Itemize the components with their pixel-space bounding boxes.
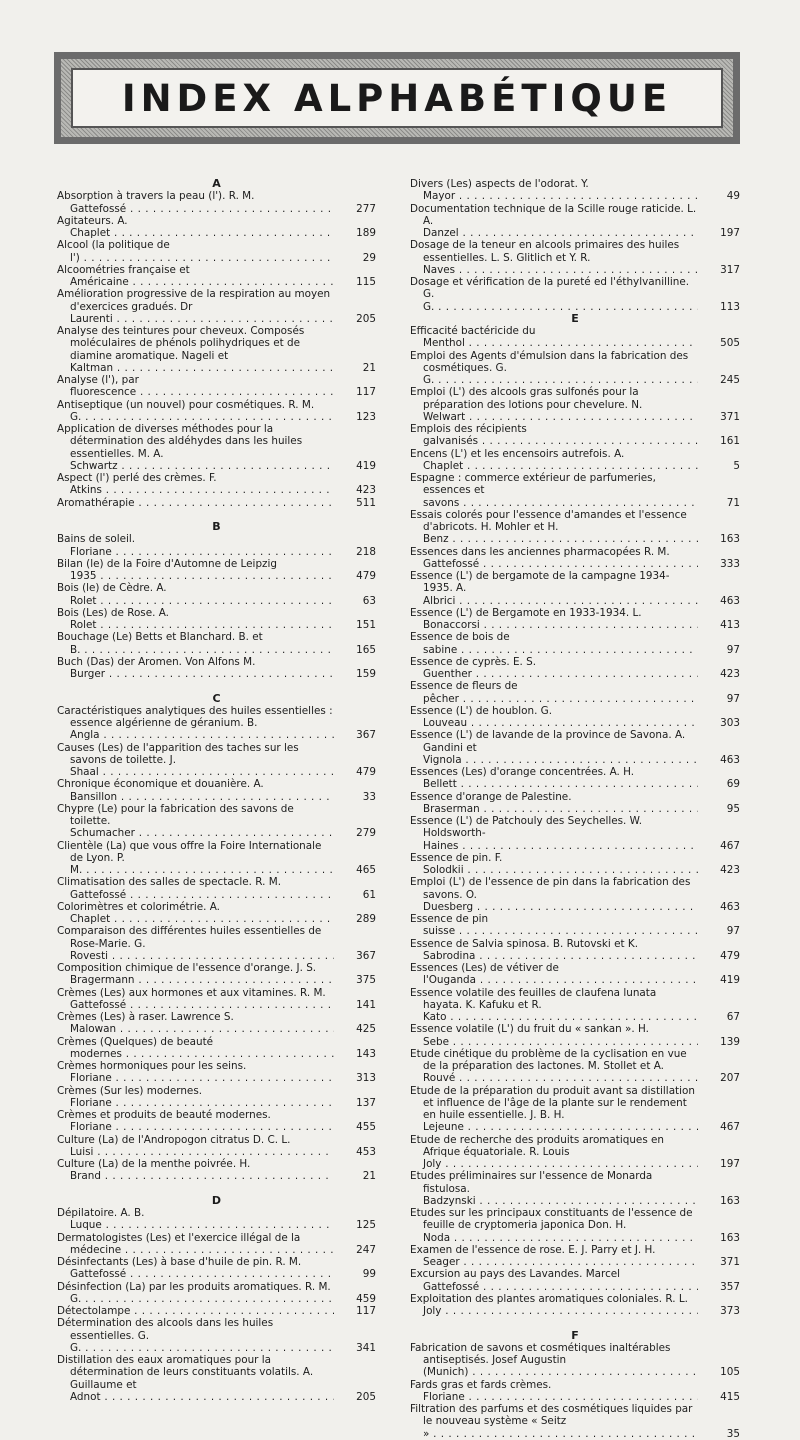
index-entry <box>57 1134 376 1159</box>
entry-page: 367 <box>334 729 376 741</box>
entry-page: 207 <box>698 1072 740 1084</box>
page-title: INDEX ALPHABÉTIQUE <box>121 76 673 120</box>
index-entry <box>57 742 376 779</box>
index-entry <box>57 423 376 472</box>
entry-title: Crèmes (Les) à raser. Lawrence S. Malowan . . . <box>57 1011 376 1036</box>
index-entry <box>57 1011 376 1036</box>
entry-page: 71 <box>698 497 740 509</box>
entry-title: Aromathérapie . . . <box>57 497 376 509</box>
entry-title: Culture (La) de la menthe poivrée. H. Brand . . . <box>57 1158 376 1183</box>
entry-page: 21 <box>334 362 376 374</box>
entry-title: Filtration des parfums et des cosmétiques liquides par le nouveau système « Seitz » . . . <box>410 1403 740 1440</box>
entry-page: 313 <box>334 1072 376 1084</box>
entry-page: 5 <box>698 460 740 472</box>
entry-page: 97 <box>698 644 740 656</box>
index-entry <box>410 546 740 571</box>
entry-page: 29 <box>334 252 376 264</box>
entry-page: 97 <box>698 693 740 705</box>
index-entry <box>57 778 376 803</box>
index-entry <box>410 325 740 350</box>
index-entry <box>410 1170 740 1207</box>
entry-title: Aspect (l') perlé des crèmes. F. Atkins . . . <box>57 472 376 497</box>
index-entry <box>410 239 740 276</box>
section-spacer <box>57 1183 376 1195</box>
section-letter-d: D <box>211 1193 222 1207</box>
index-entry <box>410 1085 740 1134</box>
entry-page: 163 <box>698 1232 740 1244</box>
entry-page: 479 <box>698 950 740 962</box>
entry-page: 165 <box>334 644 376 656</box>
entry-title: Absorption à travers la peau (l'). R. M. Gattefossé . . . <box>57 190 376 215</box>
entry-page: 117 <box>334 386 376 398</box>
index-entry <box>57 533 376 558</box>
entry-title: Divers (Les) aspects de l'odorat. Y. Mayor . . . <box>410 178 740 203</box>
entry-title: Emploi (L') de l'essence de pin dans la fabrication des savons. O. Duesberg . . . <box>410 876 740 913</box>
index-entry <box>57 1060 376 1085</box>
entry-title: Bouchage (Le) Betts et Blanchard. B. et B. . . . <box>57 631 376 656</box>
entry-title: Examen de l'essence de rose. E. J. Parry et J. H. Seager . . . <box>410 1244 740 1269</box>
entry-page: 419 <box>698 974 740 986</box>
index-entry <box>410 570 740 607</box>
index-entry <box>57 1085 376 1110</box>
entry-title: Efficacité bactéricide du Menthol . . . <box>410 325 740 350</box>
entry-title: Dépilatoire. A. B. Luque . . . <box>57 1207 376 1232</box>
entry-title: Colorimètres et colorimétrie. A. Chaplet . . . <box>57 901 376 926</box>
index-column-right <box>410 178 740 1440</box>
entry-page: 357 <box>698 1281 740 1293</box>
entry-title: Causes (Les) de l'apparition des taches sur les savons de toilette. J. Shaal . . . <box>57 742 376 779</box>
entry-page: 205 <box>334 313 376 325</box>
entry-title: Exploitation des plantes aromatiques coloniales. R. L. Joly . . . <box>410 1293 740 1318</box>
index-entry <box>57 901 376 926</box>
entry-title: Désinfectants (Les) à base d'huile de pin. R. M. Gattefossé . . . <box>57 1256 376 1281</box>
entry-page: 95 <box>698 803 740 815</box>
entry-title: Distillation des eaux aromatiques pour la détermination de leurs constituants volatils. A. Guillaume et Adnot . . . <box>57 1354 376 1403</box>
entry-page: 423 <box>334 484 376 496</box>
entry-title: Documentation technique de la Scille rouge raticide. L. A. Danzel . . . <box>410 203 740 240</box>
entry-page: 425 <box>334 1023 376 1035</box>
entry-title: Application de diverses méthodes pour la détermination des aldéhydes dans les huiles essentielles. M. A. Schwartz . . . <box>57 423 376 472</box>
index-entry <box>57 1305 376 1317</box>
entry-title: Emplois des récipients galvanisés . . . <box>410 423 740 448</box>
index-entry <box>57 656 376 681</box>
index-entry <box>410 1342 740 1379</box>
entry-page: 35 <box>698 1428 740 1440</box>
index-entry <box>57 1036 376 1061</box>
index-entry <box>410 509 740 546</box>
entry-page: 277 <box>334 203 376 215</box>
index-entry <box>410 423 740 448</box>
entry-title: Crèmes (Sur les) modernes. Floriane . . . <box>57 1085 376 1110</box>
entry-title: Désinfection (La) par les produits aromatiques. R. M. G. . . . <box>57 1281 376 1306</box>
entry-page: 413 <box>698 619 740 631</box>
entry-title: Alcoométries française et Américaine . . . <box>57 264 376 289</box>
entry-page: 218 <box>334 546 376 558</box>
index-entry <box>410 680 740 705</box>
entry-page: 453 <box>334 1146 376 1158</box>
entry-page: 467 <box>698 1121 740 1133</box>
title-panel <box>71 68 723 128</box>
entry-page: 49 <box>698 190 740 202</box>
entry-title: Crèmes et produits de beauté modernes. Floriane . . . <box>57 1109 376 1134</box>
entry-title: Caractéristiques analytiques des huiles essentielles : essence algérienne de géranium. B. Angla . . . <box>57 705 376 742</box>
entry-title: Essences (Les) d'orange concentrées. A. H. Bellett . . . <box>410 766 740 791</box>
index-entry <box>410 729 740 766</box>
entry-title: Etudes sur les principaux constituants de l'essence de feuille de cryptomeria japonica Don. H. Noda . . . <box>410 1207 740 1244</box>
index-entry <box>57 1354 376 1403</box>
index-entry <box>57 399 376 424</box>
entry-title: Crèmes (Quelques) de beauté modernes . . . <box>57 1036 376 1061</box>
index-entry <box>410 203 740 240</box>
entry-page: 33 <box>334 791 376 803</box>
entry-page: 117 <box>334 1305 376 1317</box>
index-entry <box>410 631 740 656</box>
index-entry <box>410 1244 740 1269</box>
entry-title: Etude cinétique du problème de la cyclisation en vue de la préparation des lactones. M. Stollet et A. Rouvé . . . <box>410 1048 740 1085</box>
entry-title: Excursion au pays des Lavandes. Marcel Gattefossé . . . <box>410 1268 740 1293</box>
entry-title: Essence de pin. F. Solodkii . . . <box>410 852 740 877</box>
entry-page: 123 <box>334 411 376 423</box>
entry-page: 151 <box>334 619 376 631</box>
entry-page: 125 <box>334 1219 376 1231</box>
index-entry <box>57 1256 376 1281</box>
entry-page: 21 <box>334 1170 376 1182</box>
index-entry <box>410 791 740 816</box>
index-entry <box>57 288 376 325</box>
entry-page: 459 <box>334 1293 376 1305</box>
index-entry <box>410 386 740 423</box>
index-entry <box>410 852 740 877</box>
entry-title: Bois (le) de Cèdre. A. Rolet . . . <box>57 582 376 607</box>
entry-page: 159 <box>334 668 376 680</box>
entry-title: Chronique économique et douanière. A. Bansillon . . . <box>57 778 376 803</box>
index-entry <box>57 472 376 497</box>
entry-page: 303 <box>698 717 740 729</box>
section-letter-f: F <box>571 1328 579 1342</box>
entry-page: 375 <box>334 974 376 986</box>
index-entry <box>57 925 376 962</box>
index-entry <box>57 607 376 632</box>
entry-title: Détectolampe . . . <box>57 1305 376 1317</box>
index-entry <box>57 325 376 374</box>
entry-page: 341 <box>334 1342 376 1354</box>
entry-title: Emploi des Agents d'émulsion dans la fabrication des cosmétiques. G. G. . . . <box>410 350 740 387</box>
entry-title: Climatisation des salles de spectacle. R. M. Gattefossé . . . <box>57 876 376 901</box>
entry-title: Essais colorés pour l'essence d'amandes et l'essence d'abricots. H. Mohler et H. Benz . . . <box>410 509 740 546</box>
entry-title: Essence (L') de bergamote de la campagne 1934-1935. A. Albrici . . . <box>410 570 740 607</box>
entry-page: 61 <box>334 889 376 901</box>
entry-page: 189 <box>334 227 376 239</box>
index-entry <box>410 987 740 1024</box>
index-entry <box>410 1023 740 1048</box>
index-entry <box>410 815 740 852</box>
entry-page: 247 <box>334 1244 376 1256</box>
index-column-left <box>57 178 376 1403</box>
index-entry <box>410 656 740 681</box>
section-letter-a: A <box>212 177 221 190</box>
entry-page: 197 <box>698 227 740 239</box>
entry-page: 367 <box>334 950 376 962</box>
section-spacer <box>410 1317 740 1329</box>
entry-title: Essence (L') de Bergamote en 1933-1934. L. Bonaccorsi . . . <box>410 607 740 632</box>
entry-page: 99 <box>334 1268 376 1280</box>
entry-title: Essence volatile des feuilles de claufena lunata hayata. K. Kafuku et R. Kato . . . <box>410 987 740 1024</box>
entry-title: Fabrication de savons et cosmétiques inaltérables antiseptisés. Josef Augustin (Munich) . . . <box>410 1342 740 1379</box>
entry-page: 97 <box>698 925 740 937</box>
entry-title: Buch (Das) der Aromen. Von Alfons M. Burger . . . <box>57 656 376 681</box>
entry-page: 205 <box>334 1391 376 1403</box>
index-entry <box>410 705 740 730</box>
entry-page: 141 <box>334 999 376 1011</box>
entry-page: 161 <box>698 435 740 447</box>
index-entry <box>57 374 376 399</box>
index-entry <box>57 497 376 509</box>
index-entry <box>410 1403 740 1440</box>
index-entry <box>57 1232 376 1257</box>
index-entry <box>410 1293 740 1318</box>
entry-page: 371 <box>698 411 740 423</box>
entry-title: Essence (L') de lavande de la province de Savona. A. Gandini et Vignola . . . <box>410 729 740 766</box>
entry-page: 317 <box>698 264 740 276</box>
index-entry <box>57 558 376 583</box>
entry-page: 289 <box>334 913 376 925</box>
entry-title: Essence de fleurs de pêcher . . . <box>410 680 740 705</box>
index-entry <box>410 938 740 963</box>
index-entry <box>57 705 376 742</box>
entry-title: Espagne : commerce extérieur de parfumeries, essences et savons . . . <box>410 472 740 509</box>
entry-title: Analyse des teintures pour cheveux. Composés moléculaires de phénols polihydriques et de diamine aromatique. Nageli et Kaltman . . . <box>57 325 376 374</box>
entry-page: 137 <box>334 1097 376 1109</box>
index-entry <box>410 1207 740 1244</box>
entry-title: Agitateurs. A. Chaplet . . . <box>57 215 376 240</box>
entry-title: Dosage de la teneur en alcools primaires des huiles essentielles. L. S. Glitlich et Y. R. Naves . . . <box>410 239 740 276</box>
index-entry <box>410 607 740 632</box>
index-entry <box>57 962 376 987</box>
entry-title: Amélioration progressive de la respiration au moyen d'exercices gradués. Dr Laurenti . . . <box>57 288 376 325</box>
entry-page: 245 <box>698 374 740 386</box>
index-entry <box>57 803 376 840</box>
entry-title: Crèmes (Les) aux hormones et aux vitamines. R. M. Gattefossé . . . <box>57 987 376 1012</box>
index-entry <box>410 766 740 791</box>
entry-title: Alcool (la politique de l') . . . <box>57 239 376 264</box>
index-entry <box>57 1317 376 1354</box>
entry-page: 139 <box>698 1036 740 1048</box>
entry-page: 479 <box>334 570 376 582</box>
entry-page: 463 <box>698 754 740 766</box>
entry-title: Essences dans les anciennes pharmacopées R. M. Gattefossé . . . <box>410 546 740 571</box>
index-entry <box>57 1158 376 1183</box>
entry-page: 163 <box>698 533 740 545</box>
entry-page: 423 <box>698 864 740 876</box>
entry-page: 197 <box>698 1158 740 1170</box>
entry-page: 333 <box>698 558 740 570</box>
index-entry <box>410 1379 740 1404</box>
entry-title: Détermination des alcools dans les huiles essentielles. G. G. . . . <box>57 1317 376 1354</box>
entry-page: 419 <box>334 460 376 472</box>
entry-title: Essence d'orange de Palestine. Braserman . . . <box>410 791 740 816</box>
entry-title: Essences (Les) de vétiver de l'Ouganda . . . <box>410 962 740 987</box>
index-entry <box>410 876 740 913</box>
entry-title: Essence (L') de Patchouly des Seychelles. W. Holdsworth-Haines . . . <box>410 815 740 852</box>
index-entry <box>410 350 740 387</box>
entry-page: 455 <box>334 1121 376 1133</box>
entry-title: Dosage et vérification de la pureté ed l'éthylvanilline. G. G. . . . <box>410 276 740 313</box>
index-entry <box>410 472 740 509</box>
entry-page: 371 <box>698 1256 740 1268</box>
index-entry <box>57 631 376 656</box>
entry-title: Essence de bois de sabine . . . <box>410 631 740 656</box>
section-letter-e: E <box>571 311 579 325</box>
index-entry <box>410 178 740 203</box>
entry-page: 143 <box>334 1048 376 1060</box>
index-entry <box>57 987 376 1012</box>
entry-title: Etudes préliminaires sur l'essence de Monarda fistulosa. Badzynski . . . <box>410 1170 740 1207</box>
section-letter-c: C <box>212 691 221 705</box>
entry-page: 463 <box>698 595 740 607</box>
entry-title: Bois (Les) de Rose. A. Rolet . . . <box>57 607 376 632</box>
entry-page: 113 <box>698 301 740 313</box>
entry-title: Comparaison des différentes huiles essentielles de Rose-Marie. G. Rovesti . . . <box>57 925 376 962</box>
entry-page: 463 <box>698 901 740 913</box>
index-entry <box>57 264 376 289</box>
title-frame <box>54 52 740 144</box>
entry-page: 163 <box>698 1195 740 1207</box>
entry-title: Essence de Salvia spinosa. B. Rutovski et K. Sabrodina . . . <box>410 938 740 963</box>
entry-title: Emploi (L') des alcools gras sulfonés pour la préparation des lotions pour chevelure. N. Welwart . . . <box>410 386 740 423</box>
index-entry <box>410 1268 740 1293</box>
index-entry <box>410 276 740 313</box>
entry-page: 505 <box>698 337 740 349</box>
entry-title: Composition chimique de l'essence d'orange. J. S. Bragermann . . . <box>57 962 376 987</box>
entry-title: Antiseptique (un nouvel) pour cosmétiques. R. M. G. . . . <box>57 399 376 424</box>
entry-title: Etude de la préparation du produit avant sa distillation et influence de l'âge de la plante sur le rendement en huile essentielle. J. B. H. Lejeune . . . <box>410 1085 740 1134</box>
entry-page: 423 <box>698 668 740 680</box>
entry-title: Bains de soleil. Floriane . . . <box>57 533 376 558</box>
entry-title: Encens (L') et les encensoirs autrefois. A. Chaplet . . . <box>410 448 740 473</box>
index-entry <box>410 913 740 938</box>
entry-title: Clientèle (La) que vous offre la Foire Internationale de Lyon. P. M. . . . <box>57 840 376 877</box>
entry-page: 69 <box>698 778 740 790</box>
entry-page: 115 <box>334 276 376 288</box>
entry-title: Dermatologistes (Les) et l'exercice illégal de la médecine . . . <box>57 1232 376 1257</box>
index-entry <box>410 1134 740 1171</box>
entry-page: 63 <box>334 595 376 607</box>
entry-title: Essence de cyprès. E. S. Guenther . . . <box>410 656 740 681</box>
index-entry <box>410 448 740 473</box>
index-entry <box>57 1109 376 1134</box>
entry-title: Crèmes hormoniques pour les seins. Floriane . . . <box>57 1060 376 1085</box>
entry-title: Essence (L') de houblon. G. Louveau . . . <box>410 705 740 730</box>
entry-title: Etude de recherche des produits aromatiques en Afrique équatoriale. R. Louis Joly . . . <box>410 1134 740 1171</box>
index-entry <box>57 876 376 901</box>
entry-title: Culture (La) de l'Andropogon citratus D. C. L. Luisi . . . <box>57 1134 376 1159</box>
index-entry <box>57 215 376 240</box>
index-entry <box>57 1207 376 1232</box>
entry-page: 415 <box>698 1391 740 1403</box>
entry-page: 465 <box>334 864 376 876</box>
index-entry <box>57 1281 376 1306</box>
entry-page: 479 <box>334 766 376 778</box>
entry-page: 67 <box>698 1011 740 1023</box>
index-entry <box>57 582 376 607</box>
section-letter-b: B <box>212 520 221 533</box>
index-entry <box>410 962 740 987</box>
entry-page: 105 <box>698 1366 740 1378</box>
section-spacer <box>57 680 376 692</box>
index-entry <box>57 840 376 877</box>
entry-title: Bilan (le) de la Foire d'Automne de Leipzig 1935 . . . <box>57 558 376 583</box>
entry-title: Fards gras et fards crèmes. Floriane . . . <box>410 1379 740 1404</box>
entry-title: Analyse (l'), par fluorescence . . . <box>57 374 376 399</box>
entry-page: 279 <box>334 827 376 839</box>
entry-page: 467 <box>698 840 740 852</box>
index-entry <box>57 190 376 215</box>
index-entry <box>57 239 376 264</box>
entry-title: Essence de pin suisse . . . <box>410 913 740 938</box>
entry-page: 511 <box>334 497 376 509</box>
entry-title: Chypre (Le) pour la fabrication des savons de toilette. Schumacher . . . <box>57 803 376 840</box>
entry-title: Essence volatile (L') du fruit du « sankan ». H. Sebe . . . <box>410 1023 740 1048</box>
index-entry <box>410 1048 740 1085</box>
entry-page: 373 <box>698 1305 740 1317</box>
